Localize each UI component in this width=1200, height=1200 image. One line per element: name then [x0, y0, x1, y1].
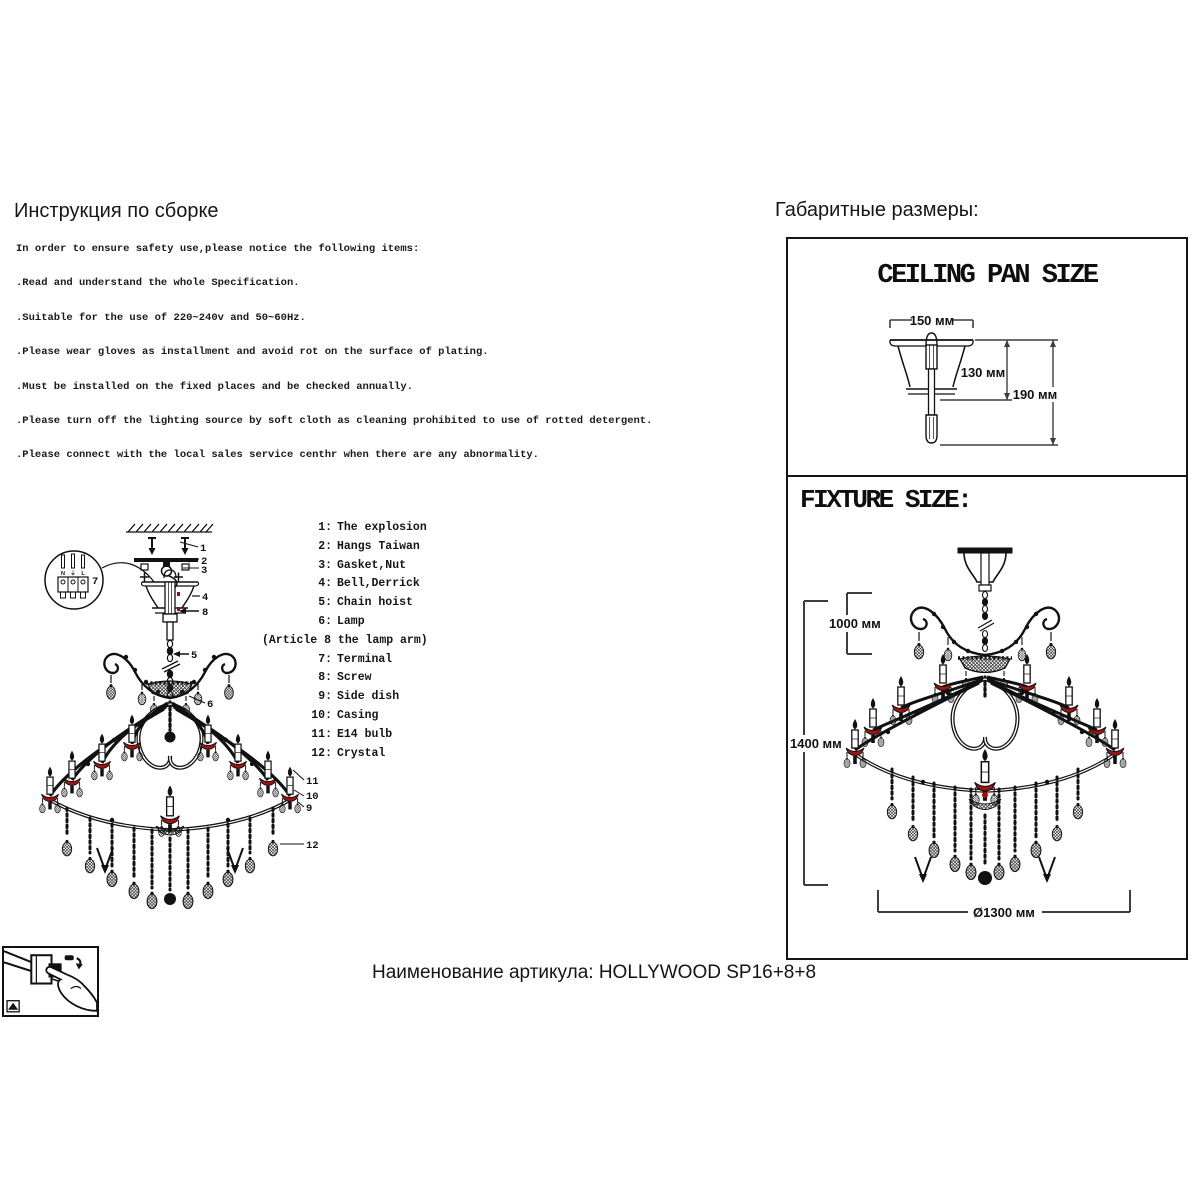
callout-4: 4	[202, 592, 209, 604]
safety-intro: In order to ensure safety use,please notice the following items:	[16, 243, 420, 255]
pan-inner-height-label: 130 мм	[960, 365, 1006, 380]
part-row: 3: Gasket,Nut	[318, 558, 407, 572]
section-divider	[788, 475, 1186, 477]
part-row: 5: Chain hoist	[318, 596, 413, 610]
pan-total-height-label: 190 мм	[1012, 387, 1058, 402]
part-row: 1: The explosion	[318, 521, 427, 534]
part-row: 6: Lamp	[318, 614, 365, 628]
ceiling-pan-heading: CEILING PAN SIZE	[877, 261, 1097, 291]
part-row: 10: Casing	[311, 708, 379, 722]
callout-7: 7	[92, 576, 99, 588]
fixture-upper-height-label: 1000 мм	[829, 616, 881, 631]
parts-list	[262, 519, 428, 763]
canopy-outline	[890, 333, 973, 443]
terminal-label-earth: ⏚	[70, 571, 76, 577]
callout-12: 12	[306, 840, 319, 852]
part-row: 8: Screw	[318, 671, 372, 685]
safety-notes	[16, 232, 676, 473]
callout-6: 6	[207, 699, 214, 711]
ceiling-pan-drawing	[860, 305, 1080, 455]
assembly-instructions-title: Инструкция по сборке	[14, 200, 219, 222]
callout-1: 1	[200, 543, 207, 555]
warning-triangle-icon	[7, 1001, 19, 1012]
callout-2: 2	[201, 556, 208, 568]
mounting-bolts	[148, 538, 189, 555]
safety-line: .Please wear gloves as installment and avoid rot on the surface of plating.	[16, 346, 489, 359]
callout-11: 11	[306, 776, 319, 788]
chain-callout-arrow	[173, 651, 189, 657]
fixture-chain	[978, 592, 994, 652]
dimensions-box	[786, 237, 1188, 960]
callout-3: 3	[201, 565, 208, 577]
assembly-diagram	[22, 518, 342, 970]
part-row: 9: Side dish	[318, 690, 400, 704]
article-name: Наименование артикула: HOLLYWOOD SP16+8+8	[372, 962, 817, 983]
wall-lines	[4, 951, 34, 971]
fixture-drawing	[788, 537, 1186, 929]
hand	[46, 967, 97, 1011]
fixture-size-heading: FIXTURE SIZE:	[800, 485, 971, 515]
safety-line: .Please connect with the local sales service centhr when there are any abnormality.	[16, 449, 539, 462]
callout-10: 10	[306, 791, 319, 803]
callout-5: 5	[191, 650, 198, 662]
part-row: 2: Hangs Taiwan	[318, 539, 420, 553]
part-row-note: (Article 8 the lamp arm)	[262, 633, 428, 647]
fixture-diameter-label: Ø1300 мм	[973, 905, 1035, 920]
power-off-hand-icon	[2, 946, 99, 1017]
safety-line: .Read and understand the whole Specification.	[16, 277, 300, 290]
callout-8: 8	[202, 607, 209, 619]
terminal-label-n: N	[61, 571, 65, 577]
safety-line: .Suitable for the use of 220~240v and 50~60Hz.	[16, 311, 306, 324]
part-row: 12: Crystal	[311, 746, 386, 760]
part-row: 11: E14 bulb	[311, 727, 393, 741]
motion-arrow	[65, 955, 83, 969]
ceiling-hatch	[126, 524, 213, 532]
bell-canopy	[142, 570, 199, 640]
fixture-total-height-label: 1400 мм	[790, 736, 842, 751]
pan-width-label: 150 мм	[909, 313, 955, 328]
fixture-canopy	[958, 548, 1012, 591]
safety-line: .Must be installed on the fixed places and be checked annually.	[16, 380, 413, 393]
dimensions-title: Габаритные размеры:	[775, 199, 979, 221]
part-row: 4: Bell,Derrick	[318, 577, 420, 591]
part-row: 7: Terminal	[318, 652, 393, 666]
terminal-label-l: L	[81, 571, 85, 577]
callout-9: 9	[306, 803, 313, 815]
safety-line: .Please turn off the lighting source by soft cloth as cleaning prohibited to use of rotted detergent.	[16, 415, 653, 428]
